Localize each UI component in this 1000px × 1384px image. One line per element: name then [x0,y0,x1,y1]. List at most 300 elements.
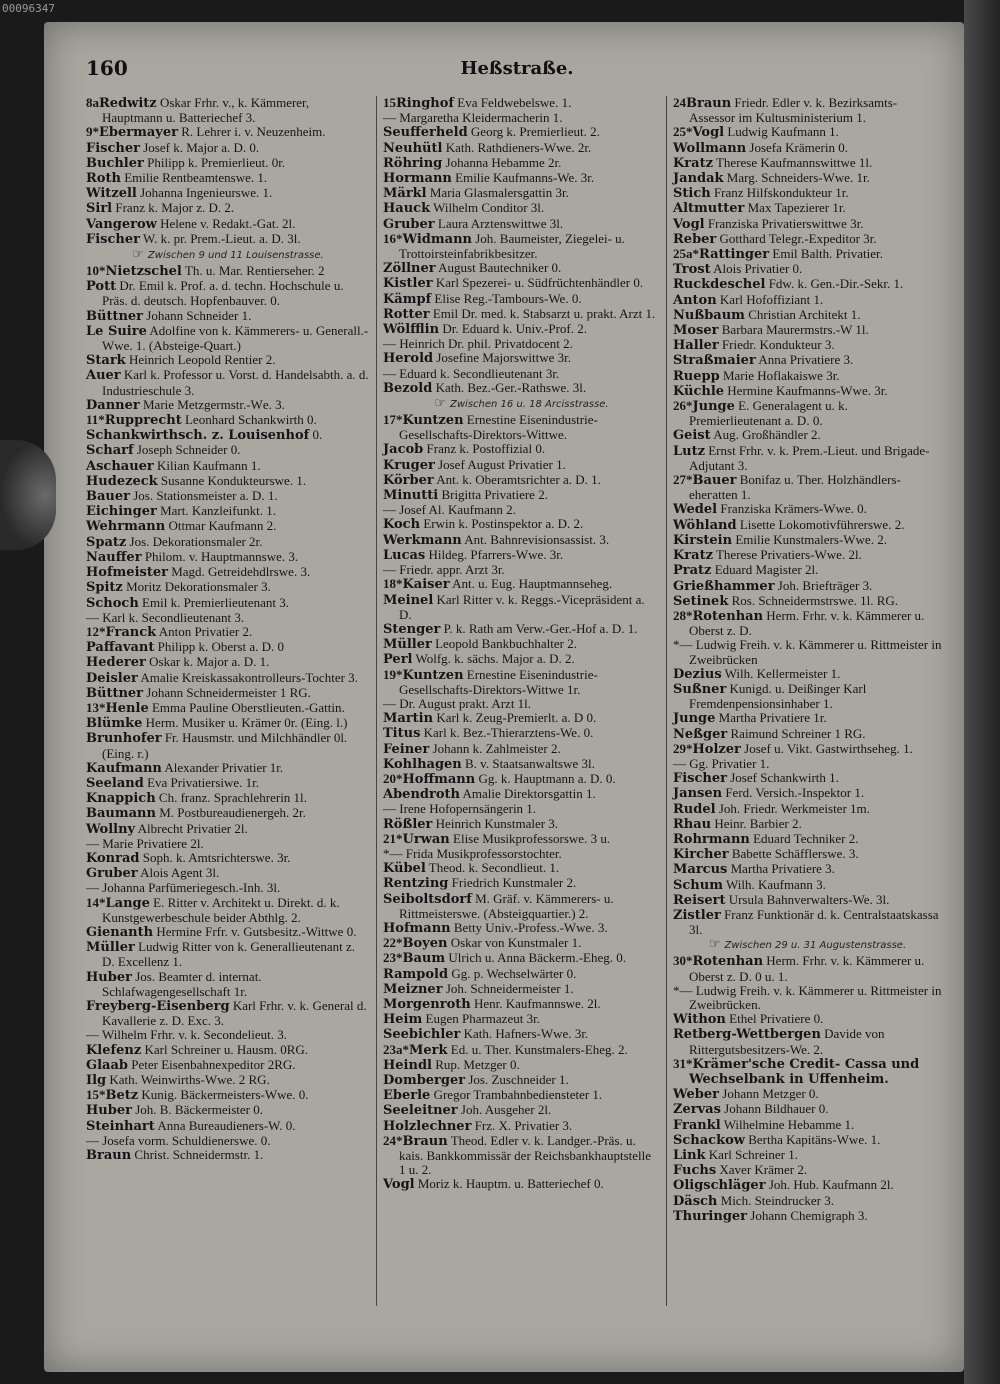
resident-entry [86,1148,370,1163]
resident-name: Danner [86,397,140,413]
resident-name: Schoch [86,595,139,611]
resident-details: Oskar Frhr. v., k. Kämmerer, Hauptmann u. Batteriechef 3. [102,95,310,126]
resident-details: Emilie Kunstmalers-Wwe. 2. [735,531,887,547]
resident-details: *— Ludwig Freih. v. k. Kämmerer u. Rittmeister in Zweibrücken. [673,982,942,1012]
resident-name: Kirstein [673,532,733,548]
resident-name: Kuntzen [402,667,464,683]
resident-entry [383,171,660,186]
resident-details: Christ. Schneidermstr. 1. [134,1147,264,1163]
resident-details: Georg k. Premierlieut. 2. [470,124,600,140]
resident-name: Junge [673,711,716,727]
resident-details: Anton Privatier 2. [158,623,253,639]
resident-entry [673,609,942,638]
resident-details: P. k. Rath am Verw.-Ger.-Hof a. D. 1. [443,620,638,636]
resident-name: Buchler [86,155,144,171]
resident-entry [383,503,660,517]
resident-name: Kruger [383,457,435,473]
resident-details: Soph. k. Amtsrichterswe. 3r. [142,849,291,865]
resident-entry [86,806,370,821]
resident-details: Kilian Kaufmann 1. [157,457,261,473]
resident-name: Widmann [402,231,472,247]
resident-name: Klefenz [86,1042,142,1058]
resident-details: Kunig. Bäckermeisters-Wwe. 0. [141,1087,309,1103]
resident-name: Eichinger [86,504,157,520]
resident-name: Ringhof [396,96,454,111]
resident-name: Wollmann [673,140,747,156]
house-number: 24* [383,1132,403,1148]
resident-name: Blümke [86,716,143,732]
resident-name: Bauer [692,473,737,489]
resident-details: Ursula Bahnverwalters-We. 3l. [728,891,890,907]
resident-details: Philipp k. Premierlieut. 0r. [147,154,286,170]
resident-name: Retberg-Wettbergen [673,1027,821,1043]
resident-details: Elise Musikprofessorswe. 3 u. [453,830,611,846]
resident-name: Ruckdeschel [673,277,766,293]
resident-name: Henle [105,700,149,716]
resident-details: — Eduard k. Secondlieutenant 3r. [383,365,560,381]
resident-entry [383,548,660,563]
resident-name: Zervas [673,1102,721,1118]
resident-details: Wilhelmine Hebamme 1. [723,1116,855,1132]
house-number: 31* [673,1055,693,1071]
resident-details: Karl Spezerei- u. Südfrüchtenhändler 0. [435,275,644,291]
house-number: 30* [673,953,693,969]
resident-details: Emil k. Premierlieutenant 3. [142,594,289,610]
house-number: 21* [383,830,403,846]
resident-details: Karl Hofoffiziant 1. [719,291,824,307]
resident-name: Seebichler [383,1027,461,1043]
resident-name: Huber [86,969,132,985]
resident-name: Wölfflin [383,322,440,338]
resident-entry [673,1178,942,1193]
resident-details: Franz k. Major z. D. 2. [115,200,235,216]
resident-name: Reber [673,231,717,247]
resident-entry [673,1102,942,1117]
resident-entry [383,921,660,936]
resident-name: Müller [383,637,432,653]
resident-entry [86,640,370,655]
resident-entry [383,517,660,532]
resident-name: Lutz [673,443,705,459]
resident-details: Marg. Schneiders-Wwe. 1r. [726,170,870,186]
resident-name: Braun [402,1133,448,1149]
resident-entry [673,1057,942,1087]
resident-entry [86,353,370,368]
resident-name: Abendroth [383,787,460,803]
resident-entry [673,308,942,323]
resident-details: Aug. Großhändler 2. [713,427,821,443]
resident-entry [383,292,660,307]
resident-details: Rup. Metzger 0. [435,1056,520,1072]
resident-entry [86,398,370,413]
resident-name: Le Suire [86,323,147,339]
resident-name: Holzlechner [383,1118,472,1134]
resident-name: Werkmann [383,532,462,548]
resident-entry [383,817,660,832]
resident-entry [673,727,942,742]
resident-details: Alexander Privatier 1r. [164,759,284,775]
resident-name: Altmutter [673,201,745,217]
resident-name: Seeland [86,775,144,791]
resident-name: Küchle [673,383,725,399]
cross-street-note [86,247,370,264]
resident-entry [383,533,660,548]
resident-details: Friedr. Edler v. k. Bezirksamts-Assessor im Kultusministerium 1. [689,95,898,126]
binder-clip [0,440,56,550]
column-2 [376,96,666,1306]
resident-details: Johann Chemigraph 3. [750,1207,868,1223]
resident-details: Anna Bureaudieners-W. 0. [157,1117,296,1133]
resident-name: Seeleitner [383,1103,458,1119]
resident-entry [86,940,370,969]
resident-details: 0. [312,427,323,443]
resident-entry [673,96,942,125]
resident-entry [673,369,942,384]
resident-details: Martha Privatiere 1r. [718,710,827,726]
resident-details: — Friedr. appr. Arzt 3r. [383,562,505,578]
resident-details: Bertha Kapitäns-Wwe. 1. [748,1131,881,1147]
house-number: 24 [673,95,686,110]
resident-entry [383,186,660,201]
resident-entry [673,954,942,983]
resident-name: Pratz [673,563,712,579]
resident-entry [86,550,370,565]
resident-details: Johann Schneider 1. [146,307,252,323]
resident-details: Alois Agent 3l. [140,865,220,881]
resident-details: Erwin k. Postinspektor a. D. 2. [423,516,584,532]
cross-street-note [383,396,660,413]
resident-details: Kath. Weinwirths-Wwe. 2 RG. [109,1072,270,1087]
resident-entry [383,125,660,140]
resident-entry [673,742,942,757]
resident-entry [86,535,370,550]
resident-details: Wilhelm Conditor 3l. [433,200,545,216]
resident-details: Johann k. Zahlmeister 2. [432,740,561,756]
resident-details: Josefa Krämerin 0. [749,139,848,155]
resident-details: Karl k. Professor u. Vorst. d. Handelsabth. a. d. Industrieschule 3. [102,367,369,398]
resident-entry [86,1058,370,1073]
resident-name: Junge [692,399,735,415]
resident-details: Philipp k. Oberst a. D. 0 [157,639,285,655]
resident-name: Herold [383,351,434,367]
resident-details: Xaver Krämer 2. [719,1162,808,1178]
resident-details: Maria Glasmalersgattin 3r. [429,185,569,201]
resident-name: Freyberg-Eisenberg [86,998,230,1014]
resident-name: Perl [383,652,413,668]
resident-name: Titus [383,726,421,742]
resident-details: Laura Arztenswittwe 3l. [437,215,564,231]
street-title: Heßstraße. [460,58,574,79]
resident-details: Kunigd. u. Deißinger Karl Fremdenpensionsinhaber 1. [689,680,867,712]
resident-details: Theod. k. Secondlieut. 1. [428,860,560,876]
resident-details: W. k. pr. Prem.-Lieut. a. D. 3l. [143,230,301,246]
resident-entry [383,413,660,442]
resident-details: August Bautechniker 0. [438,260,562,276]
resident-details: Kath. Bez.-Ger.-Rathswe. 3l. [435,379,587,395]
resident-entry [383,936,660,951]
resident-entry [673,847,942,862]
resident-entry [673,579,942,594]
scan-id: 00096347 [2,2,55,15]
resident-entry [86,413,370,428]
resident-details: Eduard Techniker 2. [753,830,859,846]
resident-details: Josef k. Major a. D. 0. [143,139,260,155]
resident-details: Barbara Maurermstrs.-W 1l. [721,322,869,338]
resident-entry [383,1119,660,1134]
resident-name: Holzer [692,741,741,757]
resident-details: Hermine Kaufmanns-Wwe. 3r. [727,382,888,398]
resident-entry [383,217,660,232]
resident-name: Vangerow [86,216,157,232]
resident-details: Johann Schneidermeister 1 RG. [146,684,311,700]
resident-name: Straßmaier [673,353,756,369]
resident-name: Oligschläger [673,1178,766,1194]
resident-entry [383,772,660,787]
resident-name: Fischer [86,231,140,247]
resident-details: Amalie Kreiskassakontrolleurs-Tochter 3. [140,669,358,685]
resident-details: Fr. Hausmstr. und Milchhändler 0l. (Eing. r.) [102,730,348,761]
resident-details: Joseph Schneider 0. [136,442,241,458]
resident-details: Leopold Bankbuchhalter 2. [435,636,577,652]
resident-name: Wehrmann [86,519,166,535]
cross-street-text: Zwischen 9 und 11 Louisenstrasse. [147,250,324,262]
resident-details: Therese Privatiers-Wwe. 2l. [715,547,862,563]
resident-name: Gruber [383,216,435,232]
resident-entry [673,384,942,399]
resident-details: Moriz k. Hauptm. u. Batteriechef 0. [417,1176,604,1192]
resident-name: Brunhofer [86,731,162,747]
resident-entry [86,279,370,308]
resident-entry [673,563,942,578]
house-number: 15 [383,95,396,110]
resident-details: Hildeg. Pfarrers-Wwe. 3r. [428,546,564,562]
resident-entry [673,893,942,908]
resident-entry [86,186,370,201]
resident-details: Herm. Frhr. v. k. Kämmerer u. Oberst z. D. 0 u. 1. [689,953,925,984]
resident-entry [383,1177,660,1192]
resident-name: Geist [673,428,711,444]
resident-name: Frankl [673,1117,721,1133]
resident-name: Heim [383,1012,423,1028]
resident-entry [86,611,370,625]
resident-entry [86,791,370,806]
resident-details: Amalie Direktorsgattin 1. [462,786,596,802]
resident-details: Brigitta Privatiere 2. [441,487,548,503]
resident-name: Ebermayer [99,125,178,141]
resident-name: Eberle [383,1088,431,1104]
resident-entry [383,742,660,757]
resident-entry [383,1088,660,1103]
resident-entry [86,1028,370,1042]
resident-details: Ottmar Kaufmann 2. [168,518,277,534]
resident-entry [86,822,370,837]
resident-entry [673,217,942,232]
resident-name: Merk [409,1042,448,1058]
resident-details: Heinr. Barbier 2. [714,815,802,831]
resident-details: Adolfine von k. Kämmerers- u. Generall.-Wwe. 1. (Absteige-Quart.) [102,322,369,354]
resident-entry [86,264,370,279]
resident-details: Karl k. Zeug-Premierlt. a. D 0. [436,710,597,726]
resident-name: Nietzschel [105,264,182,280]
resident-details: Davide von Rittergutsbesitzers-We. 2. [689,1026,885,1057]
resident-entry [673,1163,942,1178]
resident-name: Glaab [86,1057,128,1073]
resident-name: Zöllner [383,261,436,277]
pointing-hand-icon: ☞ [132,247,144,263]
resident-entry [673,667,942,682]
resident-name: Kämpf [383,291,432,307]
resident-details: Lisette Lokomotivführerswe. 2. [739,516,905,532]
resident-name: Gienanth [86,924,154,940]
resident-entry [86,1119,370,1134]
resident-name: Marcus [673,862,728,878]
resident-name: Fischer [86,140,140,156]
resident-entry [383,577,660,592]
resident-details: Joh. Hub. Kaufmann 2l. [768,1177,894,1193]
resident-name: Däsch [673,1193,718,1209]
resident-name: Rotenhan [692,608,764,624]
resident-name: Stark [86,353,126,369]
resident-details: Wolfg. k. sächs. Major a. D. 2. [415,651,575,667]
resident-details: Franz Hilfskondukteur 1r. [713,185,849,201]
resident-entry [383,697,660,711]
resident-name: Boyen [402,936,448,952]
resident-name: Vogl [673,216,705,232]
resident-name: Seiboltsdorf [383,891,472,907]
resident-entry [383,381,660,396]
resident-entry [673,878,942,893]
resident-entry [383,473,660,488]
resident-entry [673,984,942,1012]
resident-name: Kaufmann [86,760,162,776]
resident-details: Elise Reg.-Tambours-We. 0. [434,290,582,306]
resident-entry [673,1012,942,1027]
resident-entry [673,125,942,140]
house-number: 9* [86,124,99,140]
resident-details: Magd. Getreidehdlrswe. 3. [171,564,311,580]
resident-name: Baum [402,951,446,967]
resident-entry [673,1148,942,1163]
resident-details: Marie Metzgermstr.-Wе. 3. [142,396,285,412]
resident-name: Moser [673,323,719,339]
resident-name: Dezius [673,666,722,682]
resident-name: Sirl [86,201,113,217]
resident-entry [673,186,942,201]
resident-entry [673,802,942,817]
cross-street-text: Zwischen 16 u. 18 Arcisstrasse. [450,399,609,411]
resident-name: Ruepp [673,368,720,384]
resident-details: Gg. p. Wechselwärter 0. [451,965,577,981]
resident-details: Betty Univ.-Profess.-Wwe. 3. [453,919,608,935]
resident-name: Steinhart [86,1118,155,1134]
resident-details: Martha Privatiere 3. [730,861,835,877]
resident-name: Anton [673,292,717,308]
resident-details: Th. u. Mar. Rentiersehег. 2 [184,263,325,279]
resident-name: Knappich [86,791,156,807]
resident-details: Mart. Kanzleifunkt. 1. [160,503,276,519]
resident-details: Wilh. Kellermeister 1. [724,665,841,681]
resident-entry [673,533,942,548]
resident-details: Kath. Hafners-Wwe. 3r. [463,1026,589,1042]
resident-entry [86,489,370,504]
resident-details: Josef u. Vikt. Gastwirthseheg. 1. [744,740,913,756]
house-number: 25a* [673,246,699,262]
resident-details: Joh. Ausgeher 2l. [460,1102,552,1118]
resident-name: Domberger [383,1073,466,1088]
resident-details: Peter Eisenbahnexpeditor 2RG. [131,1056,296,1072]
resident-entry [86,881,370,895]
resident-entry [383,1058,660,1073]
resident-entry [86,1134,370,1148]
resident-details: Josef Schankwirth 1. [730,770,839,786]
resident-details: B. v. Staatsanwaltswe 3l. [465,755,595,771]
resident-entry [383,156,660,171]
resident-name: Kübel [383,861,426,877]
resident-details: Leonhard Schankwirth 0. [184,412,317,428]
resident-details: Eva Feldwebelswe. 1. [457,95,572,110]
resident-entry [86,925,370,940]
resident-name: Schum [673,877,723,893]
resident-entry [86,156,370,171]
resident-name: Koch [383,517,421,533]
resident-entry [86,232,370,247]
resident-name: Rentzing [383,876,449,892]
resident-entry [383,1043,660,1058]
resident-entry [86,519,370,534]
resident-entry [383,951,660,966]
resident-name: Fuchs [673,1163,717,1179]
resident-details: Wilh. Kaufmann 3. [725,876,826,892]
resident-name: Morgenroth [383,996,471,1012]
house-number: 19* [383,666,403,682]
resident-details: Theod. Edler v. k. Landger.-Präs. u. kais. Bankkommissär der Reichsbankhauptstelle 1 u. 2. [399,1132,652,1178]
house-number: 8a [86,95,99,110]
resident-name: Huber [86,1103,132,1119]
resident-entry [673,171,942,186]
resident-entry [383,367,660,381]
resident-entry [673,323,942,338]
resident-entry [86,428,370,443]
resident-details: Herm. Musiker u. Krämer 0r. (Eing. l.) [145,715,348,731]
resident-name: Martin [383,711,434,727]
resident-entry [86,686,370,701]
resident-name: Märkl [383,186,427,202]
resident-entry [383,96,660,111]
resident-name: Kaiser [402,577,450,593]
house-number: 13* [86,699,106,715]
resident-details: Ros. Schneidermstrswe. 1l. RG. [731,592,899,608]
resident-details: Eva Privatiersiwe. 1r. [147,774,260,790]
resident-details: Johann Metzger 0. [722,1086,819,1102]
resident-entry [383,593,660,622]
resident-entry [383,1134,660,1178]
resident-entry [673,232,942,247]
pointing-hand-icon: ☞ [708,937,721,953]
resident-details: Heinrich Leopold Rentier 2. [128,352,276,368]
resident-details: Josefine Majorswittwe 3r. [436,350,572,366]
resident-name: Deisler [86,670,138,686]
resident-entry [383,1103,660,1118]
resident-entry [673,293,942,308]
resident-name: Heindl [383,1057,432,1073]
directory-columns [86,96,948,1306]
page-number: 160 [86,56,128,80]
resident-entry [86,459,370,474]
resident-details: Max Tapezierer 1r. [747,200,846,216]
resident-entry [383,652,660,667]
resident-name: Kratz [673,155,713,171]
resident-details: Philom. v. Hauptmannswe. 3. [144,548,299,564]
